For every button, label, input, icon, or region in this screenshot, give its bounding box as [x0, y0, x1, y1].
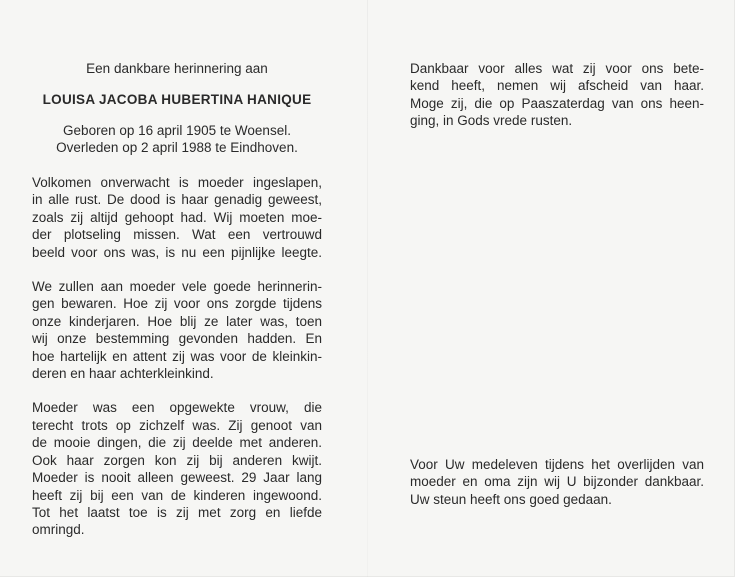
text-line: Moeder is nooit alleen geweest. 29 Jaar lang [32, 470, 322, 486]
life-dates [32, 122, 322, 156]
text-line: de mooie dingen, die zij deelde met anderen. [32, 435, 322, 451]
left-paragraph-1 [32, 174, 322, 261]
right-page-bottom [410, 456, 704, 525]
text-line: in alle rust. De dood is haar genadig geweest, [32, 192, 322, 208]
text-line: der plotseling missen. Wat een vertrouwd [32, 227, 322, 243]
text-line: Moeder was een opgewekte vrouw, die [32, 400, 322, 416]
text-line: terecht trots op zichzelf was. Zij genoot van [32, 417, 322, 433]
text-line: onze kinderjaren. Hoe blij ze later was, toen [32, 313, 322, 329]
text-line: We zullen aan moeder vele goede herinnerin- [32, 279, 322, 295]
text-line: beeld voor ons was, is nu een pijnlijke leegte. [32, 244, 322, 260]
right-paragraph-1 [410, 60, 704, 130]
text-line: Volkomen onverwacht is moeder ingeslapen, [32, 175, 322, 190]
text-line: heeft zij bij een van de kinderen ingewoond. [32, 487, 322, 503]
birth-line: Geboren op 16 april 1905 te Woensel. [63, 123, 291, 138]
text-line: gen bewaren. Hoe zij voor ons zorgde tijdens [32, 296, 322, 312]
right-paragraph-2 [410, 456, 704, 508]
left-paragraph-3 [32, 399, 322, 538]
text-line: deren en haar achterkleinkind. [32, 366, 214, 382]
right-page-top [410, 60, 704, 147]
text-line: Dankbaar voor alles wat zij voor ons bete- [410, 61, 704, 76]
text-line: wij onze bestemming gevonden hadden. En [32, 331, 322, 347]
text-line: ging, in Gods vrede rusten. [410, 113, 573, 129]
deceased-name: LOUISA JACOBA HUBERTINA HANIQUE [42, 92, 312, 107]
text-line: moeder en oma zijn wij U bijzonder dankbaar. [410, 474, 704, 490]
text-line: Uw steun heeft ons goed gedaan. [410, 491, 612, 507]
text-line: omringd. [32, 522, 85, 538]
text-line: Tot het laatst toe is zij met zorg en liefde [32, 504, 322, 520]
intro-text: Een dankbare herinnering aan [86, 61, 268, 76]
left-page [32, 60, 322, 556]
text-line: Moge zij, die op Paaszaterdag van ons heen- [410, 95, 704, 111]
card-fold-line [367, 0, 368, 577]
text-line: Voor Uw medeleven tijdens het overlijden van [410, 457, 704, 472]
text-line: hoe hartelijk en attent zij was voor de kleinkin- [32, 348, 322, 364]
text-line: Ook haar zorgen kon zij bij anderen kwijt. [32, 452, 322, 468]
death-line: Overleden op 2 april 1988 te Eindhoven. [56, 140, 298, 155]
left-paragraph-2 [32, 278, 322, 382]
text-line: zoals zij altijd gehoopt had. Wij moeten moe- [32, 209, 322, 225]
text-line: kend heeft, nemen wij afscheid van haar. [410, 78, 704, 94]
